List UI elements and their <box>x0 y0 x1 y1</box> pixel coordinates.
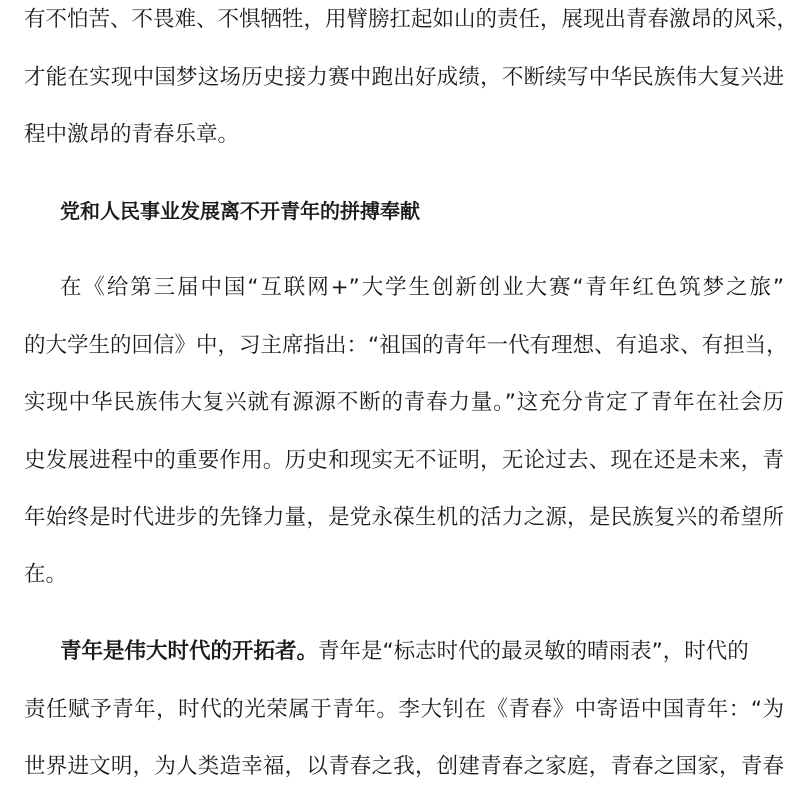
lead-sentence: 青年是伟大时代的开拓者。 <box>60 639 319 664</box>
paragraph-line: 责任赋予青年，时代的光荣属于青年。李大钊在《青春》中寄语中国青年：“为 <box>24 697 784 722</box>
paragraph-line: 史发展进程中的重要作用。历史和现实无不证明，无论过去、现在还是未来，青 <box>24 448 784 473</box>
paragraph-line: 年始终是时代进步的先锋力量，是党永葆生机的活力之源，是民族复兴的希望所 <box>24 505 784 530</box>
section-heading: 党和人民事业发展离不开青年的拼搏奉献 <box>60 199 420 223</box>
paragraph-line: 世界进文明，为人类造幸福，以青春之我，创建青春之家庭，青春之国家，青春 <box>24 754 784 779</box>
paragraph-line: 的大学生的回信》中，习主席指出：“祖国的青年一代有理想、有追求、有担当， <box>24 333 788 358</box>
paragraph-text: 青年是“标志时代的最灵敏的晴雨表”，时代的 <box>318 639 749 664</box>
paragraph-line: 在《给第三届中国“互联网+”大学生创新创业大赛“青年红色筑梦之旅” <box>60 275 784 300</box>
paragraph-line: 在。 <box>24 562 68 587</box>
paragraph-line: 才能在实现中国梦这场历史接力赛中跑出好成绩，不断续写中华民族伟大复兴进 <box>24 65 784 90</box>
paragraph-first-line <box>60 632 784 672</box>
paragraph-line: 有不怕苦、不畏难、不惧牺牲，用臂膀扛起如山的责任，展现出青春激昂的风采， <box>24 7 799 32</box>
paragraph-line: 程中激昂的青春乐章。 <box>24 122 240 147</box>
paragraph-line: 实现中华民族伟大复兴就有源源不断的青春力量。”这充分肯定了青年在社会历 <box>24 390 784 415</box>
